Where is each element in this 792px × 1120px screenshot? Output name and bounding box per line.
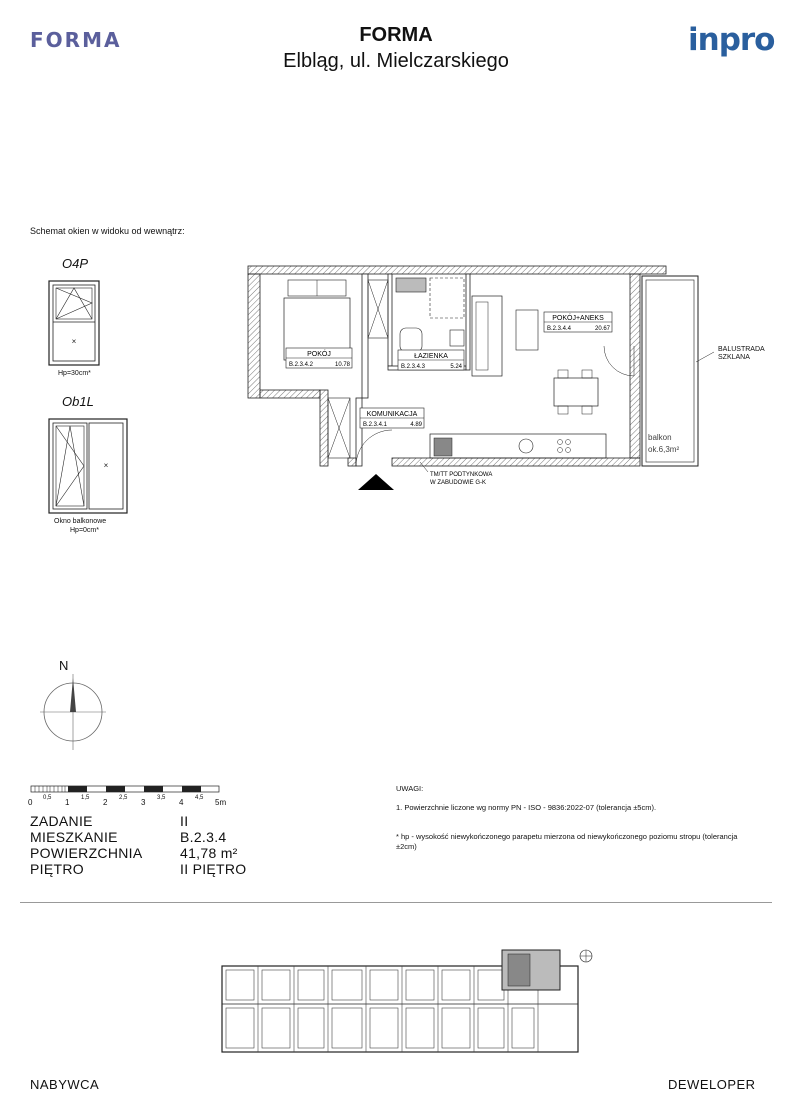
balkon-area: ok.6,3m² (648, 445, 680, 454)
room-aneks-code: B.2.3.4.4 (547, 326, 572, 332)
svg-text:×: × (103, 461, 109, 470)
room-pokoj-code: B.2.3.4.2 (289, 362, 314, 368)
scale-label-4: 4 (179, 798, 184, 807)
powierzchnia-label: POWIERZCHNIA (30, 845, 143, 861)
zadanie-value: II (180, 813, 189, 829)
balkon-label: balkon (648, 433, 672, 442)
notes-2b: ±2cm) (396, 842, 417, 851)
scale-label-5: 5m (215, 798, 227, 807)
footer-nabywca: NABYWCA (30, 1077, 100, 1092)
zadanie-label: ZADANIE (30, 813, 93, 829)
pietro-value: II PIĘTRO (180, 861, 247, 877)
room-komunikacja-area: 4.89 (410, 422, 422, 428)
page-subtitle: Elbląg, ul. Mielczarskiego (283, 50, 509, 72)
room-pokoj-name: POKÓJ (307, 351, 331, 358)
scale-minor-3: 3,5 (157, 795, 166, 801)
window-o4p-hp: Hp=30cm* (58, 370, 91, 377)
scale-label-3: 3 (141, 798, 146, 807)
room-komunikacja-code: B.2.3.4.1 (363, 422, 388, 428)
window-ob1l-diagram (48, 418, 128, 514)
notes-1: 1. Powierzchnie liczone wg normy PN - ISO - 9836:2022-07 (tolerancja ±5cm). (396, 803, 657, 812)
window-ob1l-hp: Hp=0cm* (70, 527, 99, 534)
balustrada-label (718, 346, 765, 362)
window-ob1l-caption: Okno balkonowe (54, 518, 107, 525)
window-o4p-name: O4P (62, 256, 89, 271)
scale-label-1: 1 (65, 798, 70, 807)
room-lazienka-name: ŁAZIENKA (414, 353, 448, 360)
scale-label-2: 2 (103, 798, 108, 807)
balustrada-line-2: SZKLANA (718, 354, 750, 361)
scale-minor-2: 2,5 (119, 795, 128, 801)
pietro-label: PIĘTRO (30, 861, 84, 877)
window-ob1l-name: Ob1L (62, 394, 94, 409)
tm-label-2: W ZABUDOWIE G-K (430, 480, 486, 486)
compass-north-label: N (59, 658, 69, 673)
room-aneks-area: 20.67 (594, 326, 610, 332)
footer-deweloper: DEWELOPER (668, 1077, 756, 1092)
scale-minor-1: 1,5 (81, 795, 90, 801)
key-plan (218, 944, 602, 1056)
scale-bar (30, 784, 230, 794)
tm-label-1: TM/TT PODTYNKOWA (430, 472, 493, 478)
room-lazienka-code: B.2.3.4.3 (401, 364, 426, 370)
room-pokoj-area: 10.78 (334, 362, 350, 368)
separator (20, 902, 772, 903)
inpro-logo: inpro (688, 22, 775, 58)
windows-caption: Schemat okien w widoku od wewnątrz: (30, 226, 185, 236)
entrance-arrow-icon (358, 474, 394, 490)
scale-minor-4: 4,5 (195, 795, 204, 801)
forma-logo: FORMA (30, 28, 122, 52)
page-title: FORMA (359, 24, 433, 46)
svg-text:×: × (71, 337, 77, 346)
room-lazienka-area: 5.24 (450, 364, 462, 370)
window-o4p-diagram (48, 280, 100, 366)
room-aneks-name: POKÓJ+ANEKS (552, 315, 604, 322)
room-komunikacja-name: KOMUNIKACJA (366, 411, 418, 418)
scale-minor-0: 0,5 (43, 795, 52, 801)
notes-2: * hp - wysokość niewykończonego parapetu mierzona od niewykończonego poziomu stropu (tolerancja (396, 832, 738, 841)
compass-icon (40, 672, 106, 752)
balustrada-line-1: BALUSTRADA (718, 346, 765, 353)
powierzchnia-value: 41,78 m² (180, 845, 238, 861)
scale-label-0: 0 (28, 798, 33, 807)
notes-title: UWAGI: (396, 784, 424, 793)
mieszkanie-label: MIESZKANIE (30, 829, 118, 845)
floor-plan (244, 262, 714, 494)
mieszkanie-value: B.2.3.4 (180, 829, 227, 845)
